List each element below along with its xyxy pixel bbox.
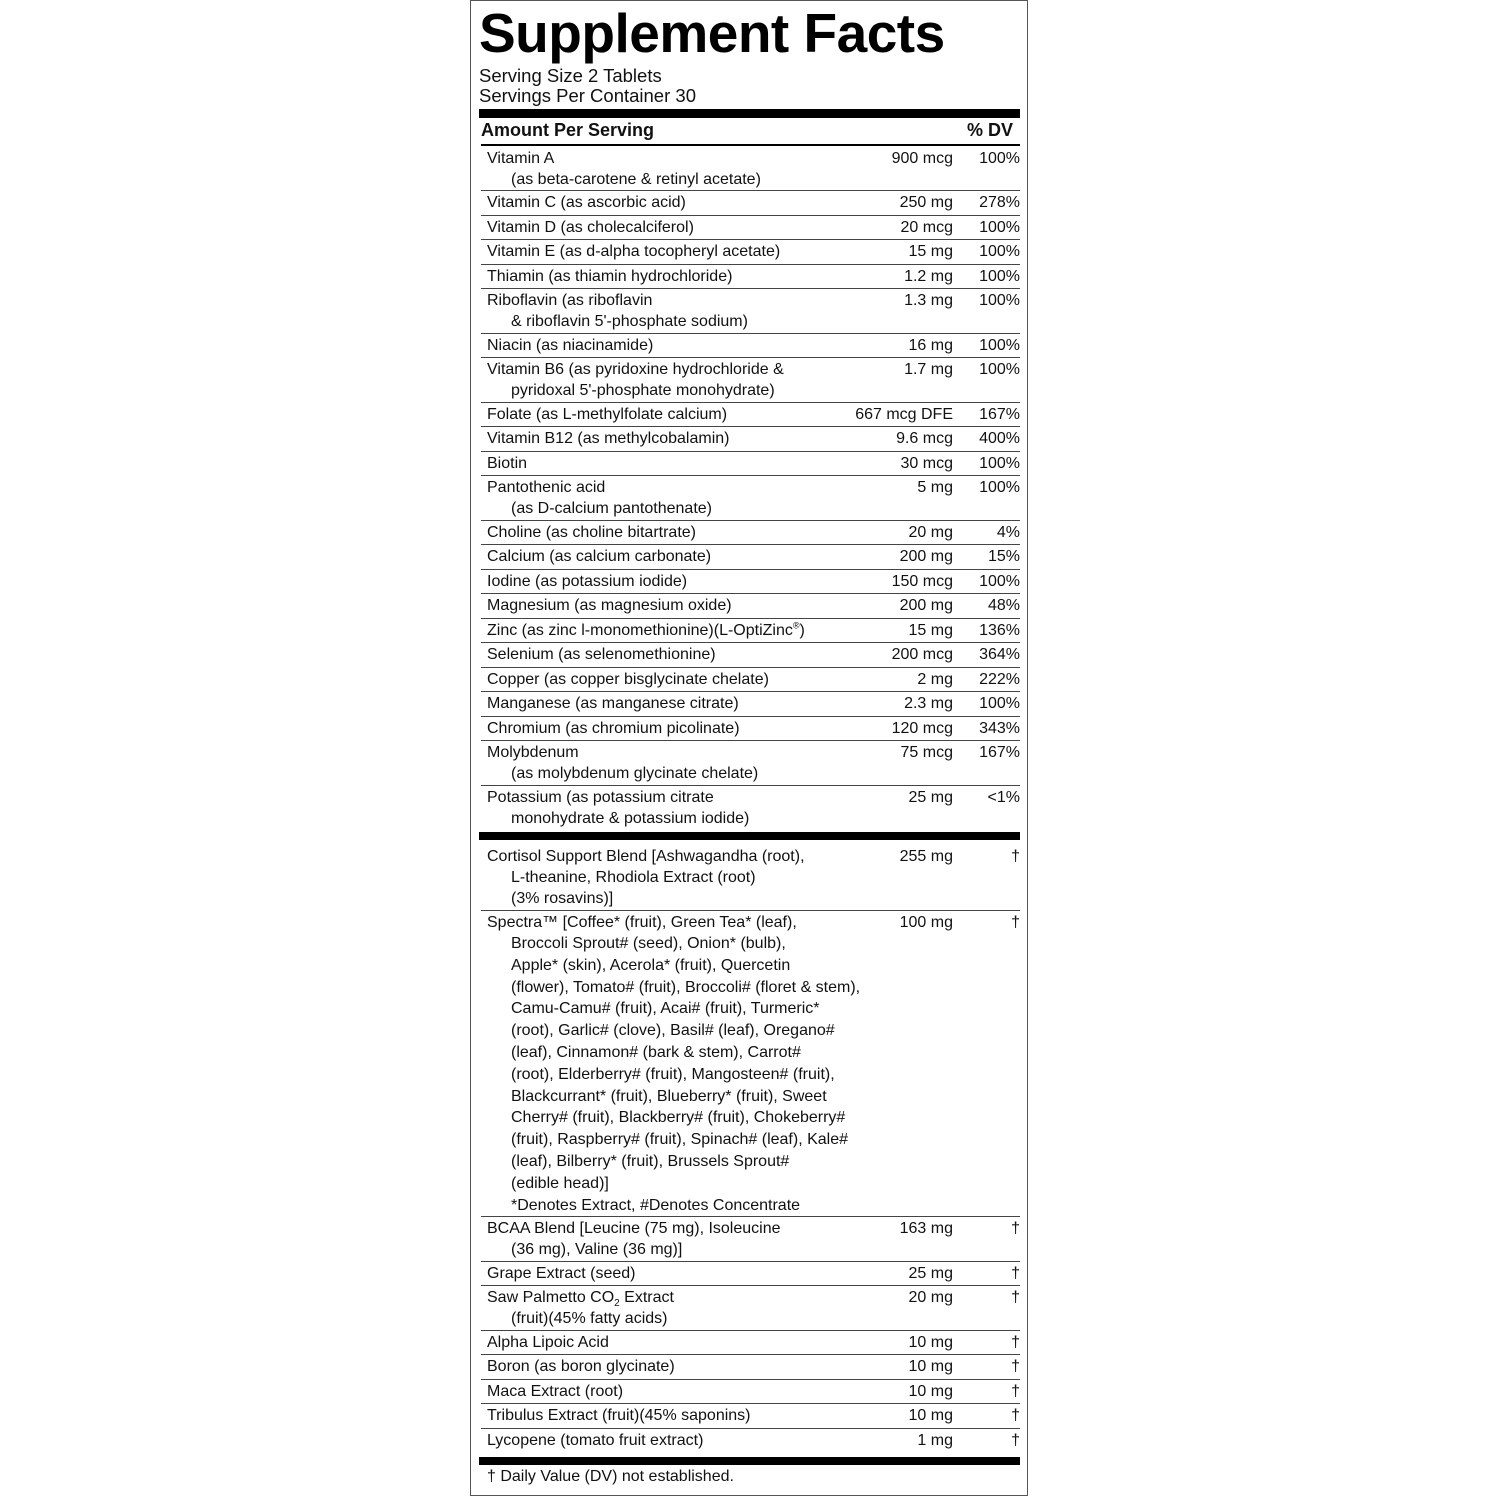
nutrient-name bbox=[487, 404, 887, 425]
amount-per-serving: 10 mg bbox=[908, 1333, 953, 1351]
table-row bbox=[481, 427, 1020, 452]
table-row bbox=[481, 1331, 1020, 1356]
panel-title: Supplement Facts bbox=[479, 2, 945, 64]
nutrient-detail: L-theanine, Rhodiola Extract (root) (3% rosavins)] bbox=[511, 869, 756, 907]
daily-value: † bbox=[1011, 1382, 1020, 1400]
nutrient-name-text: Thiamin (as thiamin hydrochloride) bbox=[487, 267, 733, 285]
table-row bbox=[481, 643, 1020, 668]
table-row bbox=[481, 1429, 1020, 1453]
amount-per-serving: 20 mg bbox=[908, 1289, 953, 1306]
amount-per-serving: 1.2 mg bbox=[904, 267, 953, 285]
nutrient-detail: (36 mg), Valine (36 mg)] bbox=[511, 1241, 683, 1258]
nutrient-name bbox=[487, 742, 887, 784]
amount-per-serving: 667 mcg DFE bbox=[855, 405, 953, 423]
nutrient-name-text: Grape Extract (seed) bbox=[487, 1264, 636, 1282]
nutrient-name-text: Vitamin D (as cholecalciferol) bbox=[487, 218, 694, 236]
amount-per-serving: 1 mg bbox=[917, 1431, 953, 1449]
nutrient-name-text: Cortisol Support Blend [Ashwagandha (root), bbox=[487, 848, 805, 865]
supplement-facts-panel bbox=[470, 0, 1028, 1496]
daily-value: † bbox=[1011, 1407, 1020, 1424]
amount-per-serving: 20 mcg bbox=[900, 218, 953, 236]
daily-value: † bbox=[1011, 914, 1020, 931]
amount-per-serving: 15 mg bbox=[908, 243, 953, 260]
daily-value: 343% bbox=[979, 719, 1020, 737]
daily-value: 100% bbox=[979, 292, 1020, 309]
amount-per-serving: 10 mg bbox=[908, 1382, 953, 1400]
table-row bbox=[481, 403, 1020, 428]
nutrient-name bbox=[487, 192, 887, 213]
amount-per-serving: 100 mg bbox=[899, 914, 953, 931]
daily-value: † bbox=[1011, 1431, 1020, 1449]
thick-divider-middle bbox=[479, 832, 1020, 840]
daily-value: 100% bbox=[979, 361, 1020, 378]
table-row bbox=[481, 358, 1020, 403]
amount-per-serving: 5 mg bbox=[917, 479, 953, 496]
amount-per-serving: 150 mcg bbox=[891, 572, 953, 590]
nutrient-name-text: Spectra™ [Coffee* (fruit), Green Tea* (leaf), bbox=[487, 914, 797, 931]
amount-per-serving: 250 mg bbox=[899, 194, 953, 211]
nutrient-name bbox=[487, 571, 887, 592]
nutrient-name-text: Vitamin E (as d-alpha tocopheryl acetate) bbox=[487, 243, 781, 260]
daily-value: 100% bbox=[979, 336, 1020, 354]
daily-value: † bbox=[1011, 1289, 1020, 1306]
nutrient-name-text: Biotin bbox=[487, 454, 528, 472]
table-row bbox=[481, 1380, 1020, 1405]
amount-per-serving: 2.3 mg bbox=[904, 695, 953, 712]
nutrient-name bbox=[487, 546, 887, 567]
table-row bbox=[481, 911, 1020, 1217]
daily-value: 222% bbox=[979, 670, 1020, 688]
table-row bbox=[481, 334, 1020, 359]
header-divider bbox=[481, 144, 1020, 146]
daily-value: 100% bbox=[979, 150, 1020, 167]
daily-value: 15% bbox=[987, 548, 1020, 565]
nutrient-detail: Broccoli Sprout# (seed), Onion* (bulb), Apple* (skin), Acerola* (fruit), Quercetin (flower), Tomato# (fruit), Broccoli# (floret & stem), Camu-Camu# (fruit), Acai# (fruit), Turmeric* (root), Garlic# (clove), Basil# (leaf), Oregano# (leaf), Cinnamon# (bark & stem), Carrot# (root), Elderberry# (fruit), Mangosteen# (fruit), Blackcurrant* (fruit), Blueberry* (fruit), Sweet Cherry# (fruit), Blackberry# (fruit), Chokeberry# (fruit), Raspberry# (fruit), Spinach# (leaf), Kale# (leaf), Bilberry* (fruit), Brussels Sprout# (edible head)] *Denotes Extract, #Denotes Concentrate bbox=[511, 935, 861, 1214]
amount-per-serving: 255 mg bbox=[899, 848, 953, 865]
daily-value: <1% bbox=[987, 788, 1020, 806]
daily-value: 167% bbox=[979, 405, 1020, 423]
nutrient-detail: (as beta-carotene & retinyl acetate) bbox=[511, 171, 761, 188]
nutrient-detail: & riboflavin 5'-phosphate sodium) bbox=[511, 313, 748, 330]
amount-per-serving: 200 mg bbox=[899, 548, 953, 565]
nutrient-name-text: Chromium (as chromium picolinate) bbox=[487, 719, 740, 737]
nutrient-name bbox=[487, 453, 887, 474]
nutrient-name bbox=[487, 1218, 887, 1260]
amount-per-serving: 9.6 mcg bbox=[896, 430, 953, 447]
amount-per-serving: 900 mcg bbox=[891, 150, 953, 167]
table-row bbox=[481, 545, 1020, 570]
table-row bbox=[481, 216, 1020, 241]
nutrient-name bbox=[487, 846, 887, 909]
nutrient-name bbox=[487, 266, 887, 287]
amount-per-serving: 25 mg bbox=[908, 788, 953, 806]
amount-per-serving: 25 mg bbox=[908, 1264, 953, 1282]
serving-size: Serving Size 2 Tablets bbox=[479, 65, 662, 86]
table-row bbox=[481, 1286, 1020, 1331]
nutrient-name bbox=[487, 1332, 887, 1353]
nutrient-name-text: Alpha Lipoic Acid bbox=[487, 1333, 609, 1351]
table-row bbox=[481, 1404, 1020, 1429]
nutrient-name-text: Vitamin B6 (as pyridoxine hydrochloride & bbox=[487, 361, 784, 378]
nutrient-name bbox=[487, 1381, 887, 1402]
daily-value: 100% bbox=[979, 267, 1020, 285]
registered-mark: ® bbox=[792, 620, 800, 631]
daily-value: 100% bbox=[979, 572, 1020, 590]
table-row bbox=[481, 619, 1020, 644]
table-row bbox=[481, 668, 1020, 693]
nutrient-name-text: Iodine (as potassium iodide) bbox=[487, 572, 688, 590]
amount-per-serving: 30 mcg bbox=[900, 454, 953, 472]
nutrient-detail: pyridoxal 5'-phosphate monohydrate) bbox=[511, 382, 775, 399]
nutrient-name-text: Calcium (as calcium carbonate) bbox=[487, 548, 712, 565]
table-row bbox=[481, 570, 1020, 595]
table-row bbox=[481, 240, 1020, 265]
table-row bbox=[481, 265, 1020, 290]
nutrient-name bbox=[487, 148, 887, 190]
nutrient-name bbox=[487, 912, 887, 1216]
daily-value: † bbox=[1011, 1220, 1020, 1237]
vitamin-mineral-list bbox=[481, 147, 1020, 830]
subscript: 2 bbox=[614, 1298, 620, 1310]
nutrient-name-text: Copper (as copper bisglycinate chelate) bbox=[487, 670, 769, 688]
table-row bbox=[481, 741, 1020, 786]
nutrient-name bbox=[487, 359, 887, 401]
daily-value: 100% bbox=[979, 479, 1020, 496]
nutrient-name bbox=[487, 787, 887, 829]
nutrient-name bbox=[487, 693, 887, 714]
daily-value: † bbox=[1011, 1358, 1020, 1375]
daily-value: 100% bbox=[979, 218, 1020, 236]
nutrient-name-text: Potassium (as potassium citrate bbox=[487, 788, 714, 806]
table-row bbox=[481, 594, 1020, 619]
nutrient-name-text: Pantothenic acid bbox=[487, 479, 606, 496]
blend-list bbox=[481, 845, 1020, 1453]
nutrient-name bbox=[487, 644, 887, 665]
nutrient-name bbox=[487, 290, 887, 332]
table-row bbox=[481, 521, 1020, 546]
amount-per-serving: 15 mg bbox=[908, 621, 953, 639]
nutrient-name-tail: Extract bbox=[619, 1289, 674, 1306]
nutrient-name bbox=[487, 1356, 887, 1377]
table-row bbox=[481, 786, 1020, 830]
nutrient-name bbox=[487, 335, 887, 356]
amount-per-serving: 20 mg bbox=[908, 523, 953, 541]
nutrient-name-text: Magnesium (as magnesium oxide) bbox=[487, 597, 732, 614]
nutrient-name-text: Boron (as boron glycinate) bbox=[487, 1358, 675, 1375]
nutrient-name-text: Zinc (as zinc l-monomethionine)(L-OptiZinc bbox=[487, 621, 793, 639]
nutrient-name bbox=[487, 1263, 887, 1284]
nutrient-name-text: Choline (as choline bitartrate) bbox=[487, 523, 696, 541]
daily-value: 48% bbox=[987, 597, 1020, 614]
nutrient-name bbox=[487, 241, 887, 262]
daily-value: 364% bbox=[979, 646, 1020, 663]
amount-per-serving: 200 mg bbox=[899, 597, 953, 614]
nutrient-name-text: Vitamin B12 (as methylcobalamin) bbox=[487, 430, 730, 447]
nutrient-name bbox=[487, 1287, 887, 1329]
nutrient-name-text: Riboflavin (as riboflavin bbox=[487, 292, 653, 309]
nutrient-name bbox=[487, 669, 887, 690]
amount-per-serving: 10 mg bbox=[908, 1407, 953, 1424]
nutrient-name-text: Lycopene (tomato fruit extract) bbox=[487, 1431, 704, 1449]
table-row bbox=[481, 845, 1020, 911]
amount-per-serving-label: Amount Per Serving bbox=[481, 120, 655, 140]
nutrient-name-text: BCAA Blend [Leucine (75 mg), Isoleucine bbox=[487, 1220, 781, 1237]
nutrient-detail: (fruit)(45% fatty acids) bbox=[511, 1310, 668, 1327]
nutrient-name-text: Folate (as L-methylfolate calcium) bbox=[487, 405, 728, 423]
daily-value: † bbox=[1011, 1264, 1020, 1282]
nutrient-name bbox=[487, 620, 887, 641]
amount-per-serving: 1.3 mg bbox=[904, 292, 953, 309]
nutrient-name bbox=[487, 217, 887, 238]
footnote: † Daily Value (DV) not established. bbox=[487, 1468, 734, 1485]
nutrient-name bbox=[487, 1430, 887, 1451]
nutrient-detail: monohydrate & potassium iodide) bbox=[511, 809, 750, 827]
nutrient-name bbox=[487, 522, 887, 543]
nutrient-name-text: Tribulus Extract (fruit)(45% saponins) bbox=[487, 1407, 751, 1424]
thick-divider-top bbox=[479, 109, 1020, 118]
nutrient-detail: (as D-calcium pantothenate) bbox=[511, 500, 712, 517]
amount-per-serving: 10 mg bbox=[908, 1358, 953, 1375]
nutrient-name-text: Selenium (as selenomethionine) bbox=[487, 646, 716, 663]
daily-value: † bbox=[1011, 848, 1020, 865]
nutrient-name bbox=[487, 595, 887, 616]
table-row bbox=[481, 1262, 1020, 1287]
nutrient-name-text: Maca Extract (root) bbox=[487, 1382, 624, 1400]
table-row bbox=[481, 1355, 1020, 1380]
daily-value: 400% bbox=[979, 430, 1020, 447]
daily-value: 167% bbox=[979, 744, 1020, 761]
nutrient-name-text: Saw Palmetto CO bbox=[487, 1289, 615, 1306]
nutrient-name-text: Vitamin C (as ascorbic acid) bbox=[487, 194, 686, 211]
dv-label: % DV bbox=[966, 120, 1013, 140]
nutrient-name-text: Molybdenum bbox=[487, 744, 579, 761]
daily-value: 136% bbox=[979, 621, 1020, 639]
thick-divider-bottom bbox=[479, 1457, 1020, 1465]
daily-value: 100% bbox=[979, 695, 1020, 712]
daily-value: 278% bbox=[979, 194, 1020, 211]
servings-per-container: Servings Per Container 30 bbox=[479, 85, 696, 106]
table-row bbox=[481, 147, 1020, 191]
daily-value: 100% bbox=[979, 454, 1020, 472]
amount-per-serving: 1.7 mg bbox=[904, 361, 953, 378]
table-row bbox=[481, 476, 1020, 521]
nutrient-name bbox=[487, 428, 887, 449]
amount-per-serving: 2 mg bbox=[917, 670, 953, 688]
amount-per-serving: 16 mg bbox=[908, 336, 953, 354]
amount-per-serving: 75 mcg bbox=[900, 744, 953, 761]
column-header bbox=[481, 118, 1017, 142]
daily-value: 100% bbox=[979, 243, 1020, 260]
table-row bbox=[481, 717, 1020, 742]
table-row bbox=[481, 1217, 1020, 1262]
table-row bbox=[481, 289, 1020, 334]
nutrient-name bbox=[487, 1405, 887, 1426]
nutrient-name-text: Niacin (as niacinamide) bbox=[487, 336, 654, 354]
daily-value: 4% bbox=[996, 523, 1020, 541]
daily-value: † bbox=[1011, 1333, 1020, 1351]
nutrient-name bbox=[487, 718, 887, 739]
nutrient-name-tail: ) bbox=[799, 621, 805, 639]
amount-per-serving: 120 mcg bbox=[891, 719, 953, 737]
nutrient-name-text: Manganese (as manganese citrate) bbox=[487, 695, 739, 712]
nutrient-name bbox=[487, 477, 887, 519]
amount-per-serving: 200 mcg bbox=[891, 646, 953, 663]
table-row bbox=[481, 191, 1020, 216]
nutrient-name-text: Vitamin A bbox=[487, 150, 555, 167]
table-row bbox=[481, 692, 1020, 717]
amount-per-serving: 163 mg bbox=[899, 1220, 953, 1237]
table-row bbox=[481, 452, 1020, 477]
nutrient-detail: (as molybdenum glycinate chelate) bbox=[511, 765, 759, 782]
